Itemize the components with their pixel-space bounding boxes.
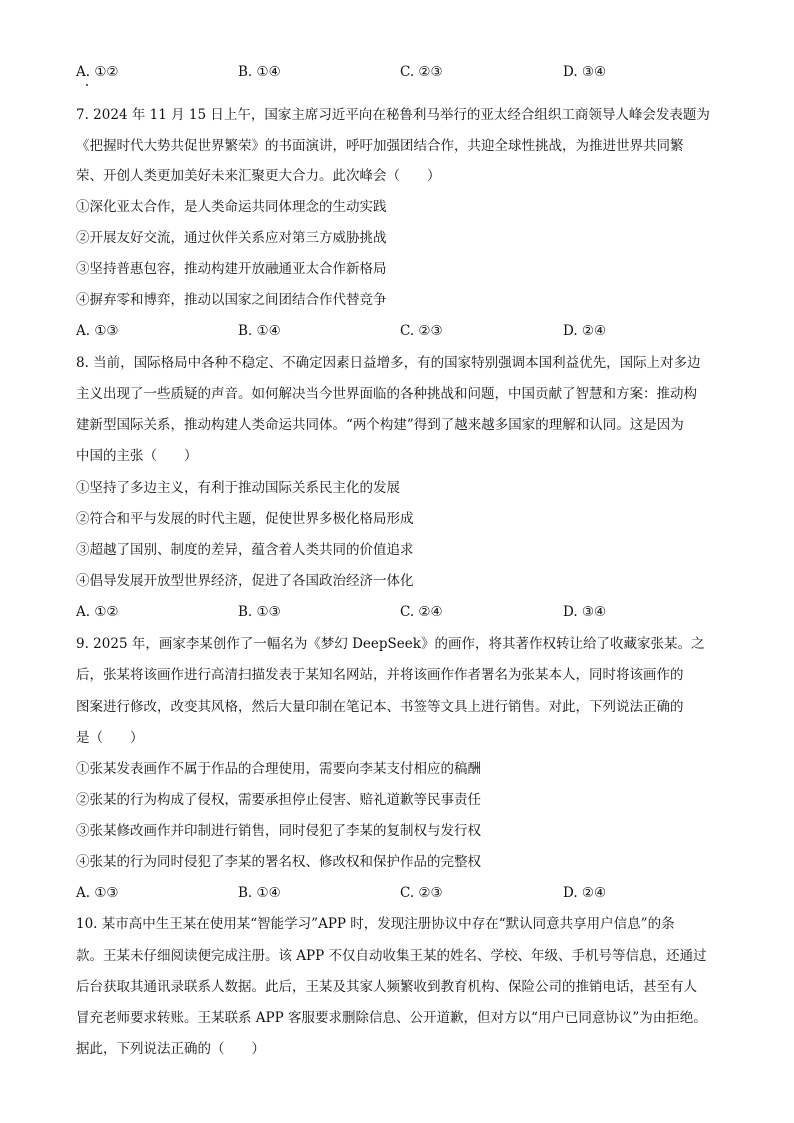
q9-option-c[interactable]: C. ②③ — [400, 885, 443, 901]
q9-options — [76, 884, 726, 902]
q9-option-a[interactable]: A. ①③ — [76, 885, 119, 901]
q10-stem-line: 款。王某未仔细阅读便完成注册。该 APP 不仅自动收集王某的姓名、学校、年级、手机号等信息，还通过 — [76, 948, 707, 964]
q7-statement-1: ①深化亚太合作，是人类命运共同体理念的生动实践 — [76, 199, 387, 215]
q9-stem-line: 9. 2025 年，画家李某创作了一幅名为《梦幻 DeepSeek》的画作，将其著作权转让给了收藏家张某。之 — [76, 636, 705, 652]
q7-statement-4: ④摒弃零和博弈，推动以国家之间团结合作代替竞争 — [76, 292, 387, 308]
q8-statement-3: ③超越了国别、制度的差异，蕴含着人类共同的价值追求 — [76, 542, 414, 558]
q7-option-c[interactable]: C. ②③ — [400, 323, 443, 339]
q6-option-b[interactable]: B. ①④ — [238, 64, 281, 80]
q9-statement-3: ③张某修改画作并印制进行销售，同时侵犯了李某的复制权与发行权 — [76, 823, 481, 839]
q9-stem-line: 是（ ） — [76, 730, 144, 746]
q8-option-a[interactable]: A. ①② — [76, 604, 119, 620]
q6-options — [76, 63, 726, 81]
q7-statement-3: ③坚持普惠包容，推动构建开放融通亚太合作新格局 — [76, 261, 387, 277]
q9-statement-4: ④张某的行为同时侵犯了李某的署名权、修改权和保护作品的完整权 — [76, 854, 481, 870]
q8-option-d[interactable]: D. ③④ — [563, 604, 607, 620]
q7-option-d[interactable]: D. ②④ — [563, 323, 607, 339]
q8-statement-2: ②符合和平与发展的时代主题，促使世界多极化格局形成 — [76, 511, 414, 527]
q6-option-a[interactable]: A. ①② — [76, 64, 119, 80]
q7-option-b[interactable]: B. ①④ — [238, 323, 281, 339]
q10-stem-line: 据此，下列说法正确的（ ） — [76, 1041, 265, 1057]
q8-statement-1: ①坚持了多边主义，有利于推动国际关系民主化的发展 — [76, 480, 400, 496]
q8-option-c[interactable]: C. ②④ — [400, 604, 443, 620]
q7-stem-line: 荣、开创人类更加美好未来汇聚更大合力。此次峰会（ ） — [76, 168, 441, 184]
q6-option-c[interactable]: C. ②③ — [400, 64, 443, 80]
q8-stem-line: 中国的主张（ ） — [76, 448, 198, 464]
q8-stem-line: 8. 当前，国际格局中各种不稳定、不确定因素日益增多，有的国家特别强调本国利益优先，国际上对多边 — [76, 355, 701, 371]
q6-option-d[interactable]: D. ③④ — [563, 64, 607, 80]
q8-options — [76, 603, 726, 621]
q7-options — [76, 322, 726, 340]
q10-stem-line: 10. 某市高中生王某在使用某“智能学习”APP 时，发现注册协议中存在“默认同意共享用户信息”的条 — [76, 916, 675, 932]
q10-stem-line: 冒充老师要求转账。王某联系 APP 客服要求删除信息、公开道歉，但对方以“用户已同意协议”为由拒绝。 — [76, 1010, 707, 1026]
q8-stem-line: 建新型国际关系，推动构建人类命运共同体。“两个构建”得到了越来越多国家的理解和认同。这是因为 — [76, 417, 684, 433]
q7-stem-line: 《把握时代大势共促世界繁荣》的书面演讲，呼吁加强团结合作，共迎全球性挑战，为推进世界共同繁 — [76, 138, 684, 154]
q7-stem-line: 7. 2024 年 11 月 15 日上午，国家主席习近平向在秘鲁利马举行的亚太经合组织工商领导人峰会发表题为 — [76, 107, 710, 123]
stray-dot — [86, 84, 88, 86]
q7-option-a[interactable]: A. ①③ — [76, 323, 119, 339]
q7-statement-2: ②开展友好交流，通过伙伴关系应对第三方威胁挑战 — [76, 230, 387, 246]
q8-statement-4: ④倡导发展开放型世界经济，促进了各国政治经济一体化 — [76, 573, 414, 589]
q9-statement-2: ②张某的行为构成了侵权，需要承担停止侵害、赔礼道歉等民事责任 — [76, 792, 481, 808]
q9-stem-line: 图案进行修改，改变其风格，然后大量印制在笔记本、书签等文具上进行销售。对此，下列说法正确的 — [76, 699, 684, 715]
q10-stem-line: 后台获取其通讯录联系人数据。此后，王某及其家人频繁收到教育机构、保险公司的推销电话，甚至有人 — [76, 979, 697, 995]
q8-option-b[interactable]: B. ①③ — [238, 604, 281, 620]
q9-stem-line: 后，张某将该画作进行高清扫描发表于某知名网站，并将该画作作者署名为张某本人，同时将该画作的 — [76, 667, 684, 683]
q9-option-b[interactable]: B. ①④ — [238, 885, 281, 901]
q9-option-d[interactable]: D. ②④ — [563, 885, 607, 901]
q9-statement-1: ①张某发表画作不属于作品的合理使用，需要向李某支付相应的稿酬 — [76, 761, 481, 777]
q8-stem-line: 主义出现了一些质疑的声音。如何解决当今世界面临的各种挑战和问题，中国贡献了智慧和方案：推动构 — [76, 386, 697, 402]
